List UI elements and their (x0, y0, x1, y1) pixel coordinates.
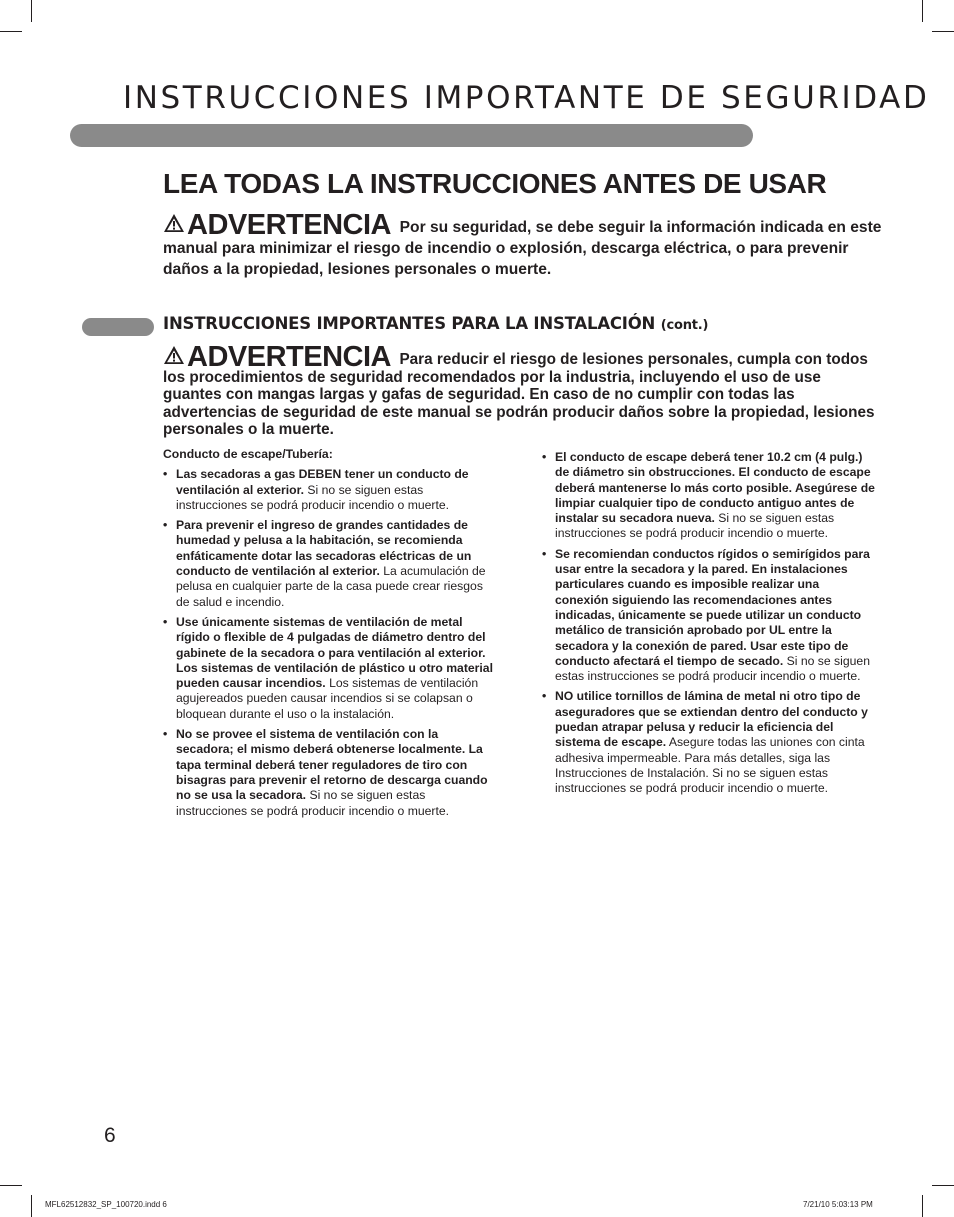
crop-mark (31, 0, 32, 22)
section-marker-pill (82, 318, 154, 336)
list-item-bold: Use únicamente sistemas de ventilación de metal rígido o flexible de 4 pulgadas de diámetro dentro del gabinete de la secadora o para ventilación al exterior. Los sistemas de ventilación de plástico u otro material pueden causar incendios. (176, 614, 493, 691)
crop-mark (0, 1185, 22, 1186)
crop-mark (922, 1195, 923, 1217)
warning-triangle-icon (163, 345, 185, 365)
bullet: • (542, 546, 547, 561)
page-title: INSTRUCCIONES IMPORTANTE DE SEGURIDAD (123, 80, 930, 116)
list-item-text: Asegure todas las uniones con cinta adhesiva impermeable. Para más detalles, siga las Instrucciones de Instalación. Si no se siguen estas instrucciones se podrá producir incendio o muerte. (555, 735, 865, 796)
list-item (163, 615, 493, 722)
warning-triangle-icon (163, 213, 185, 233)
bullet: • (163, 467, 168, 482)
list-item-text: Si no se siguen estas instrucciones se podrá producir incendio o muerte. (176, 788, 450, 818)
title-underline-bar (70, 124, 753, 147)
section-heading-suffix: (cont.) (660, 318, 709, 333)
list-item (542, 689, 875, 796)
section-heading-text: INSTRUCCIONES IMPORTANTES PARA LA INSTALACIÓN (163, 314, 656, 333)
section-heading (163, 314, 708, 333)
crop-mark (0, 31, 22, 32)
left-bullet-list (163, 467, 493, 819)
crop-mark (922, 0, 923, 22)
crop-mark (31, 1195, 32, 1217)
warning-word: ADVERTENCIA (187, 209, 391, 241)
right-column (542, 450, 875, 802)
list-item (163, 727, 493, 819)
section-warning (163, 341, 883, 439)
list-item-bold: NO utilice tornillos de lámina de metal ni otro tipo de aseguradores que se extiendan dentro del conducto y puedan atrapar pelusa y reducir la eficiencia del sistema de escape. (555, 689, 868, 750)
bullet: • (163, 614, 168, 629)
list-item (163, 467, 493, 513)
crop-mark (932, 31, 954, 32)
list-item-bold: Para prevenir el ingreso de grandes cantidades de humedad y pelusa a la habitación, se recomienda enfáticamente dotar las secadoras eléctricas de un conducto de ventilación al exterior. (176, 518, 472, 579)
bullet: • (542, 689, 547, 704)
left-column (163, 447, 493, 824)
column-heading: Conducto de escape/Tubería: (163, 447, 333, 461)
page-number: 6 (104, 1124, 116, 1147)
list-item-text: Si no se siguen estas instrucciones se podrá producir incendio o muerte. (176, 482, 450, 512)
lead-warning-text: Por su seguridad, se debe seguir la información indicada en este manual para minimizar el riesgo de incendio o explosión, descarga eléctrica, o para prevenir daños a la propiedad, lesiones personales o muerte. (163, 219, 882, 278)
bullet: • (163, 727, 168, 742)
list-item-bold: El conducto de escape deberá tener 10.2 cm (4 pulg.) de diámetro sin obstrucciones. El conducto de escape deberá mantenerse lo más corto posible. Asegúrese de limpiar cualquier tipo de conducto antiguo antes de instalar su secadora nueva. (555, 450, 875, 526)
list-item-text: Si no se siguen estas instrucciones se podrá producir incendio o muerte. (555, 511, 835, 541)
crop-mark (932, 1185, 954, 1186)
right-bullet-list (542, 450, 875, 797)
list-item (542, 450, 875, 542)
file-slug: MFL62512832_SP_100720.indd 6 (45, 1200, 167, 1209)
lead-heading: LEA TODAS LA INSTRUCCIONES ANTES DE USAR (163, 168, 827, 199)
list-item (163, 518, 493, 610)
section-warning-text: Para reducir el riesgo de lesiones personales, cumpla con todos los procedimientos de seguridad recomendados por la industria, incluyendo el uso de use guantes con mangas largas y gafas de seguridad. En caso de no cumplir con todas las advertencias de seguridad de este manual se podrán producir daños sobre la propiedad, lesiones personales o la muerte. (163, 351, 875, 438)
list-item-text: Si no se siguen estas instrucciones se podrá producir incendio o muerte. (555, 653, 870, 684)
print-timestamp: 7/21/10 5:03:13 PM (803, 1200, 873, 1209)
bullet: • (542, 450, 547, 464)
list-item-bold: Se recomiendan conductos rígidos o semirígidos para usar entre la secadora y la pared. En instalaciones particulares cuando es imposible realizar una conexión siguiendo las recomendaciones antes indicadas, únicamente se puede utilizar un conducto metálico de transición aprobado por UL entre la secadora y la conexión de pared. Usar este tipo de conducto afectará el tiempo de secado. (555, 546, 870, 668)
list-item-bold: Las secadoras a gas DEBEN tener un conducto de ventilación al exterior. (176, 467, 469, 497)
lead-warning (163, 209, 883, 280)
list-item-bold: No se provee el sistema de ventilación con la secadora; el mismo deberá obtenerse localmente. La tapa terminal deberá tener reguladores de tiro con bisagras para prevenir el retorno de descarga cuando no se usa la secadora. (176, 727, 488, 803)
list-item-text: Los sistemas de ventilación agujereados pueden causar incendios si se colapsan o bloquean durante el uso o la instalación. (176, 676, 479, 721)
list-item (542, 547, 875, 685)
warning-word: ADVERTENCIA (187, 341, 391, 373)
list-item-text: La acumulación de pelusa en cualquier parte de la casa puede crear riesgos de salud e incendio. (176, 564, 486, 609)
bullet: • (163, 518, 168, 533)
